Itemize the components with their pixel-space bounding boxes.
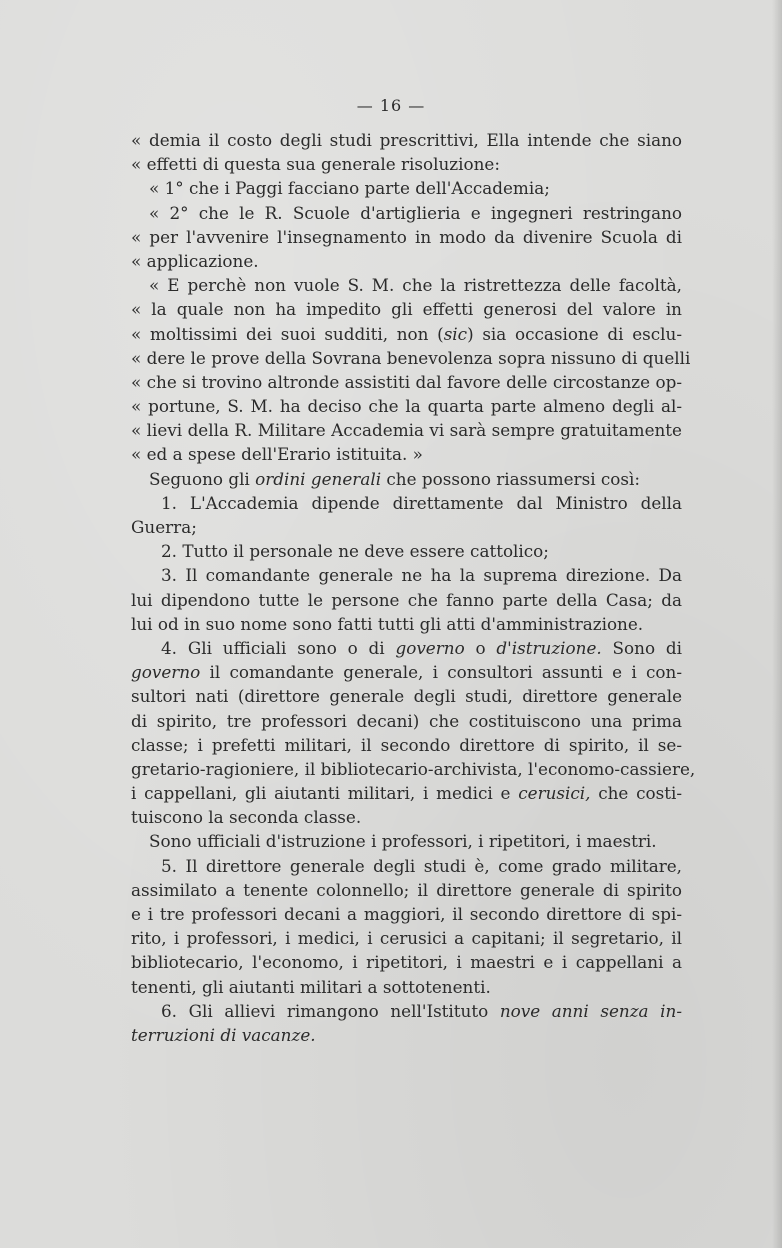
italic-text: terruzioni di vacanze.: [131, 1024, 316, 1045]
body-text: [131, 128, 696, 1047]
text-run: che possono riassumersi così:: [381, 468, 641, 489]
text-run: Sono ufficiali d'istruzione i professori, i ripetitori, i maestri.: [149, 831, 657, 852]
text-run: « portune, S. M. ha deciso che la quarta parte almeno degli al-: [131, 396, 682, 417]
text-run: che costi-: [590, 783, 683, 804]
text-line: [131, 394, 682, 418]
text-line: [131, 588, 682, 612]
text-line: [131, 829, 682, 853]
text-line: [131, 660, 682, 684]
text-line: [131, 418, 682, 442]
text-run: lui dipendono tutte le persone che fanno parte della Casa; da: [131, 589, 682, 610]
italic-text: ordini generali: [255, 468, 382, 489]
text-line: [131, 563, 682, 587]
text-line: [131, 442, 682, 466]
text-run: « 2° che le R. Scuole d'artiglieria e ingegneri restringano: [149, 202, 682, 223]
text-line: [131, 273, 682, 297]
text-run: 1. L'Accademia dipende direttamente dal Ministro della: [161, 492, 682, 513]
text-run: « per l'avvenire l'insegnamento in modo da divenire Scuola di: [131, 226, 682, 247]
italic-text: d'istruzione.: [496, 637, 602, 658]
text-run: rito, i professori, i medici, i cerusici a capitani; il segretario, il: [131, 928, 682, 949]
text-line: [131, 733, 682, 757]
text-run: Seguono gli: [149, 468, 256, 489]
text-run: e i tre professori decani a maggiori, il secondo direttore di spi-: [131, 904, 682, 924]
text-run: Sono di: [601, 637, 682, 658]
text-line: [131, 539, 682, 563]
text-line: [131, 757, 696, 781]
text-run: « demia il costo degli studi prescrittivi, Ella intende che siano: [131, 130, 682, 150]
text-run: ) sia occasione di esclu-: [467, 323, 682, 344]
page-number: — 16 —: [356, 96, 426, 115]
text-run: « lievi della R. Militare Accademia vi sarà sempre gratuitamente: [131, 420, 682, 441]
text-line: [131, 128, 682, 152]
text-run: 6. Gli allievi rimangono nell'Istituto: [161, 1000, 500, 1021]
text-line: [131, 515, 682, 539]
text-run: 3. Il comandante generale ne ha la suprema direzione. Da: [161, 565, 682, 586]
text-run: bibliotecario, l'economo, i ripetitori, i maestri e i cappellani a: [131, 952, 682, 973]
text-line: [131, 926, 682, 950]
text-run: gretario-ragioniere, il bibliotecario-archivista, l'economo-cassiere,: [131, 758, 696, 779]
text-line: [131, 346, 691, 370]
italic-text: governo: [131, 662, 201, 683]
text-run: « 1° che i Paggi facciano parte dell'Accademia;: [149, 178, 550, 199]
text-line: [131, 709, 682, 733]
text-run: classe; i prefetti militari, il secondo direttore di spirito, il se-: [131, 734, 682, 755]
italic-text: nove anni senza in-: [499, 1000, 682, 1021]
text-run: « che si trovino altronde assistiti dal favore delle circostanze op-: [131, 371, 682, 392]
page-edge-shadow: [772, 0, 782, 1248]
text-run: o: [464, 637, 497, 658]
text-line: [131, 636, 682, 660]
text-line: [131, 297, 682, 321]
italic-text: governo: [395, 637, 465, 658]
text-line: [131, 975, 682, 999]
italic-text: sic: [443, 323, 468, 344]
text-line: [131, 491, 682, 515]
text-line: [131, 781, 682, 805]
text-run: sultori nati (direttore generale degli studi, direttore generale: [131, 686, 682, 707]
text-run: « dere le prove della Sovrana benevolenza sopra nissuno di quelli: [131, 347, 691, 368]
text-run: « applicazione.: [131, 250, 259, 271]
text-run: « E perchè non vuole S. M. che la ristrettezza delle facoltà,: [149, 275, 682, 296]
text-line: [131, 152, 682, 176]
text-run: assimilato a tenente colonnello; il direttore generale di spirito: [131, 879, 682, 900]
text-run: « effetti di questa sua generale risoluzione:: [131, 154, 501, 175]
text-line: [131, 902, 682, 926]
text-line: [131, 225, 682, 249]
text-line: [131, 684, 682, 708]
text-run: i cappellani, gli aiutanti militari, i medici e: [131, 783, 519, 804]
text-line: [131, 854, 682, 878]
text-line: [131, 201, 682, 225]
text-run: « ed a spese dell'Erario istituita. »: [131, 444, 423, 465]
text-run: Guerra;: [131, 517, 197, 537]
text-line: [131, 612, 682, 636]
text-line: [131, 999, 682, 1023]
text-line: [131, 467, 682, 491]
text-run: tuiscono la seconda classe.: [131, 807, 362, 828]
italic-text: cerusici,: [518, 783, 591, 804]
text-run: il comandante generale, i consultori assunti e i con-: [200, 662, 682, 683]
text-run: 5. Il direttore generale degli studi è, come grado militare,: [161, 855, 682, 876]
text-run: tenenti, gli aiutanti militari a sottotenenti.: [131, 976, 491, 997]
text-line: [131, 1023, 682, 1047]
text-line: [131, 249, 682, 273]
text-line: [131, 322, 682, 346]
text-line: [131, 950, 682, 974]
text-run: 2. Tutto il personale ne deve essere cattolico;: [161, 541, 549, 562]
text-line: [131, 878, 682, 902]
text-run: « moltissimi dei suoi sudditi, non (: [131, 323, 444, 344]
text-run: 4. Gli ufficiali sono o di: [161, 637, 396, 658]
text-line: [131, 370, 682, 394]
text-run: « la quale non ha impedito gli effetti generosi del valore in: [131, 299, 682, 320]
text-line: [131, 805, 682, 829]
text-line: [131, 176, 682, 200]
text-run: lui od in suo nome sono fatti tutti gli atti d'amministrazione.: [131, 613, 644, 634]
text-run: di spirito, tre professori decani) che costituiscono una prima: [131, 710, 682, 731]
